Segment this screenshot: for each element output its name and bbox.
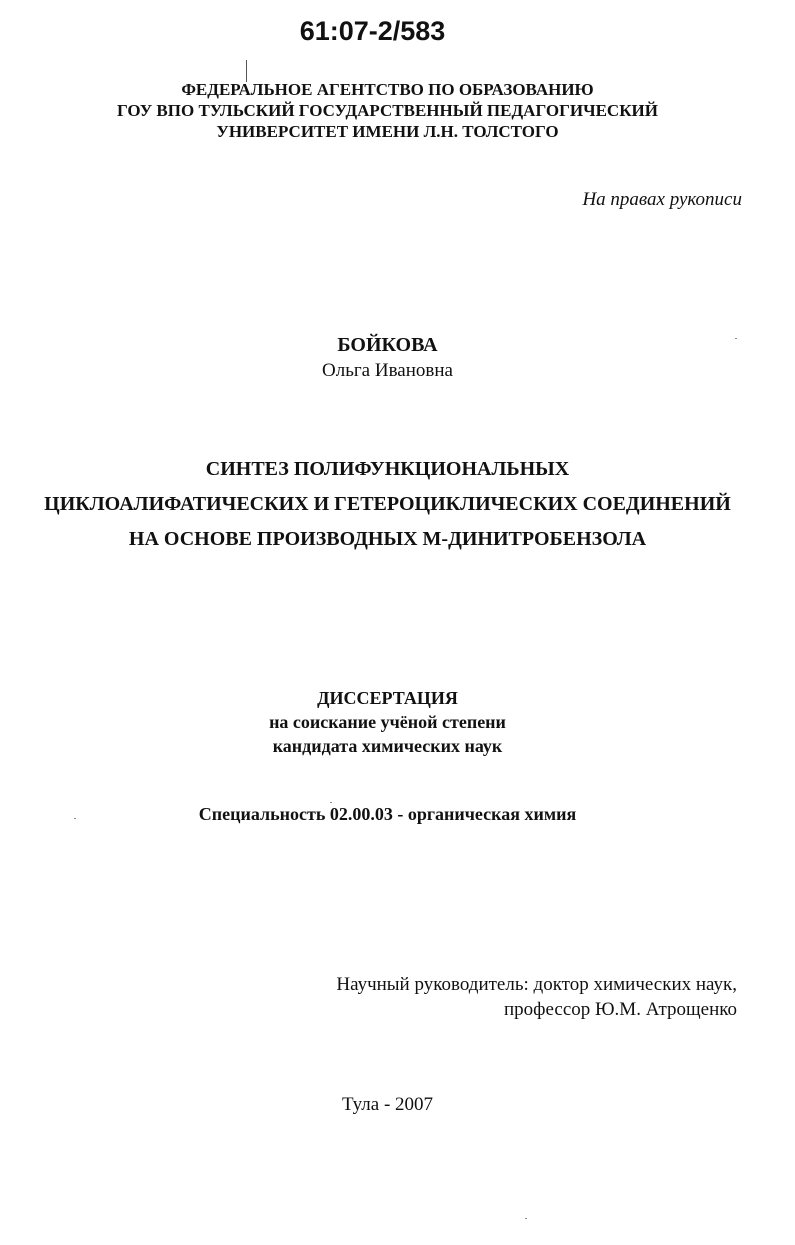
city-year: Тула - 2007 <box>341 1094 434 1115</box>
title-line-1: СИНТЕЗ ПОЛИФУНКЦИОНАЛЬНЫХ <box>205 458 570 480</box>
advisor-line-1: Научный руководитель: доктор химических наук, <box>336 974 737 995</box>
scan-speck <box>525 1218 527 1219</box>
title-line-2: ЦИКЛОАЛИФАТИЧЕСКИХ И ГЕТЕРОЦИКЛИЧЕСКИХ СОЕДИНЕНИЙ <box>44 493 731 515</box>
specialty-line: Специальность 02.00.03 - органическая химия <box>198 804 577 824</box>
library-stamp-code: 61:07-2/583 <box>299 16 446 46</box>
advisor-block <box>336 972 737 1022</box>
advisor-line-2: профессор Ю.М. Атрощенко <box>504 999 737 1020</box>
scan-speck <box>735 338 737 339</box>
rights-note: На правах рукописи <box>582 189 742 210</box>
title-line-3: НА ОСНОВЕ ПРОИЗВОДНЫХ М-ДИНИТРОБЕНЗОЛА <box>128 528 647 550</box>
author-given-names: Ольга Ивановна <box>322 360 453 381</box>
dissertation-heading: ДИССЕРТАЦИЯ <box>317 688 458 708</box>
agency-line-3: УНИВЕРСИТЕТ ИМЕНИ Л.Н. ТОЛСТОГО <box>216 122 559 141</box>
thesis-title <box>0 452 795 557</box>
scan-speck <box>330 802 332 803</box>
agency-line-1: ФЕДЕРАЛЬНОЕ АГЕНТСТВО ПО ОБРАЗОВАНИЮ <box>181 80 594 99</box>
agency-header <box>0 79 795 142</box>
dissertation-field-line: кандидата химических наук <box>272 736 503 756</box>
dissertation-degree-line: на соискание учёной степени <box>269 712 506 732</box>
author-block <box>0 333 795 383</box>
scan-speck <box>74 818 76 819</box>
author-surname: БОЙКОВА <box>337 334 438 356</box>
dissertation-block <box>0 686 795 758</box>
agency-line-2: ГОУ ВПО ТУЛЬСКИЙ ГОСУДАРСТВЕННЫЙ ПЕДАГОГИЧЕСКИЙ <box>117 101 658 120</box>
